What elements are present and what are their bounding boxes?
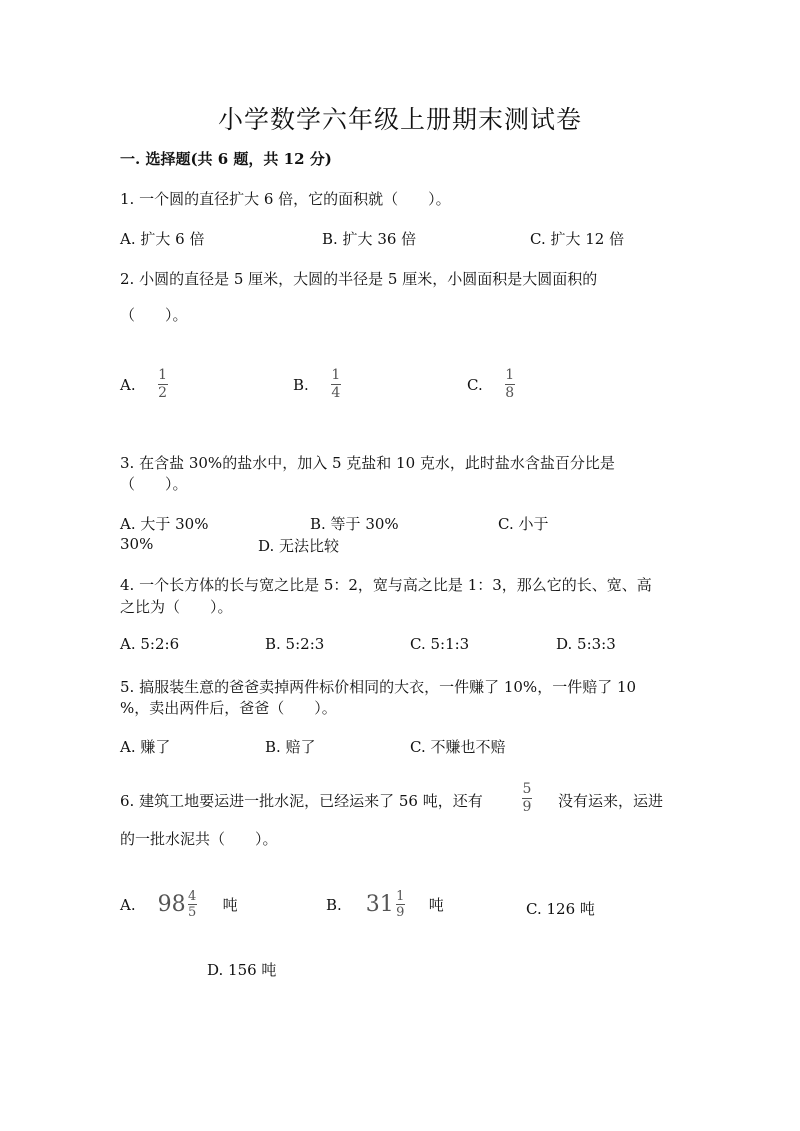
- q5-option-b[interactable]: B. 赔了: [265, 738, 316, 756]
- q6-stem-line1a: 6. 建筑工地要运进一批水泥，已经运来了 56 吨，还有: [120, 792, 483, 810]
- q4-option-d[interactable]: D. 5:3:3: [556, 635, 616, 653]
- q2-option-b-label: B.: [293, 375, 309, 394]
- q4-option-c[interactable]: C. 5:1:3: [410, 635, 470, 653]
- q1-option-a[interactable]: A. 扩大 6 倍: [120, 230, 205, 248]
- q6-option-d[interactable]: D. 156 吨: [207, 961, 277, 979]
- q3-option-b[interactable]: B. 等于 30%: [310, 515, 399, 533]
- q6-option-b-unit: 吨: [428, 896, 444, 914]
- q2-stem-line1: 2. 小圆的直径是 5 厘米，大圆的半径是 5 厘米，小圆面积是大圆面积的: [120, 270, 598, 288]
- q2-option-c-label: C.: [467, 375, 483, 394]
- q5-stem-line2: %，卖出两件后，爸爸（ ）。: [120, 699, 337, 717]
- q6-option-a-mixed-number: 98 $\frac{4}{5}$: [157, 889, 197, 920]
- page-title: 小学数学六年级上册期末测试卷: [217, 105, 582, 134]
- q6-option-b-mixed-number: 31 $\frac{1}{9}$: [365, 889, 405, 920]
- q4-option-b[interactable]: B. 5:2:3: [265, 635, 325, 653]
- q2-option-b-fraction: $\frac{1}{4}$: [331, 367, 341, 401]
- q6-stem-fraction: $\frac{5}{9}$: [522, 781, 532, 815]
- q2-stem-line2: （ ）。: [120, 306, 188, 324]
- q6-stem-line1b: 没有运来，运进: [558, 792, 664, 810]
- q4-stem-line2: 之比为（ ）。: [120, 598, 233, 616]
- q6-option-b-label: B.: [326, 895, 342, 914]
- q2-option-c-fraction: $\frac{1}{8}$: [505, 367, 515, 401]
- q1-option-b[interactable]: B. 扩大 36 倍: [322, 230, 417, 248]
- q6-option-c[interactable]: C. 126 吨: [526, 900, 595, 918]
- q1-option-c[interactable]: C. 扩大 12 倍: [530, 230, 625, 248]
- q5-option-a[interactable]: A. 赚了: [120, 738, 171, 756]
- q2-option-a-label: A.: [120, 375, 136, 394]
- q4-option-a[interactable]: A. 5:2:6: [120, 635, 180, 653]
- q6-option-a[interactable]: [120, 890, 238, 919]
- q3-stem-line1: 3. 在含盐 30%的盐水中，加入 5 克盐和 10 克水，此时盐水含盐百分比是: [120, 454, 615, 472]
- q3-option-c[interactable]: C. 小于: [498, 515, 549, 533]
- q5-option-c[interactable]: C. 不赚也不赔: [410, 738, 506, 756]
- q6-option-b[interactable]: [326, 890, 444, 919]
- section-heading: 一. 选择题(共 6 题，共 12 分): [120, 150, 332, 168]
- q3-stem-line2: （ ）。: [120, 475, 188, 493]
- q6-option-a-label: A.: [120, 895, 136, 914]
- q2-option-a[interactable]: [120, 368, 168, 401]
- q3-option-d[interactable]: D. 无法比较: [258, 537, 340, 555]
- q2-option-b[interactable]: [293, 368, 341, 401]
- q6-option-a-unit: 吨: [222, 896, 238, 914]
- q3-option-c-cont: 30%: [120, 535, 154, 553]
- q5-stem-line1: 5. 搞服装生意的爸爸卖掉两件标价相同的大衣，一件赚了 10%，一件赔了 10: [120, 678, 637, 696]
- q2-option-c[interactable]: [467, 368, 515, 401]
- q4-stem-line1: 4. 一个长方体的长与宽之比是 5：2，宽与高之比是 1：3，那么它的长、宽、高: [120, 576, 652, 594]
- q3-option-a[interactable]: A. 大于 30%: [120, 515, 209, 533]
- q1-stem: 1. 一个圆的直径扩大 6 倍，它的面积就（ ）。: [120, 190, 451, 208]
- q6-stem-line2: 的一批水泥共（ ）。: [120, 830, 278, 848]
- q2-option-a-fraction: $\frac{1}{2}$: [158, 367, 168, 401]
